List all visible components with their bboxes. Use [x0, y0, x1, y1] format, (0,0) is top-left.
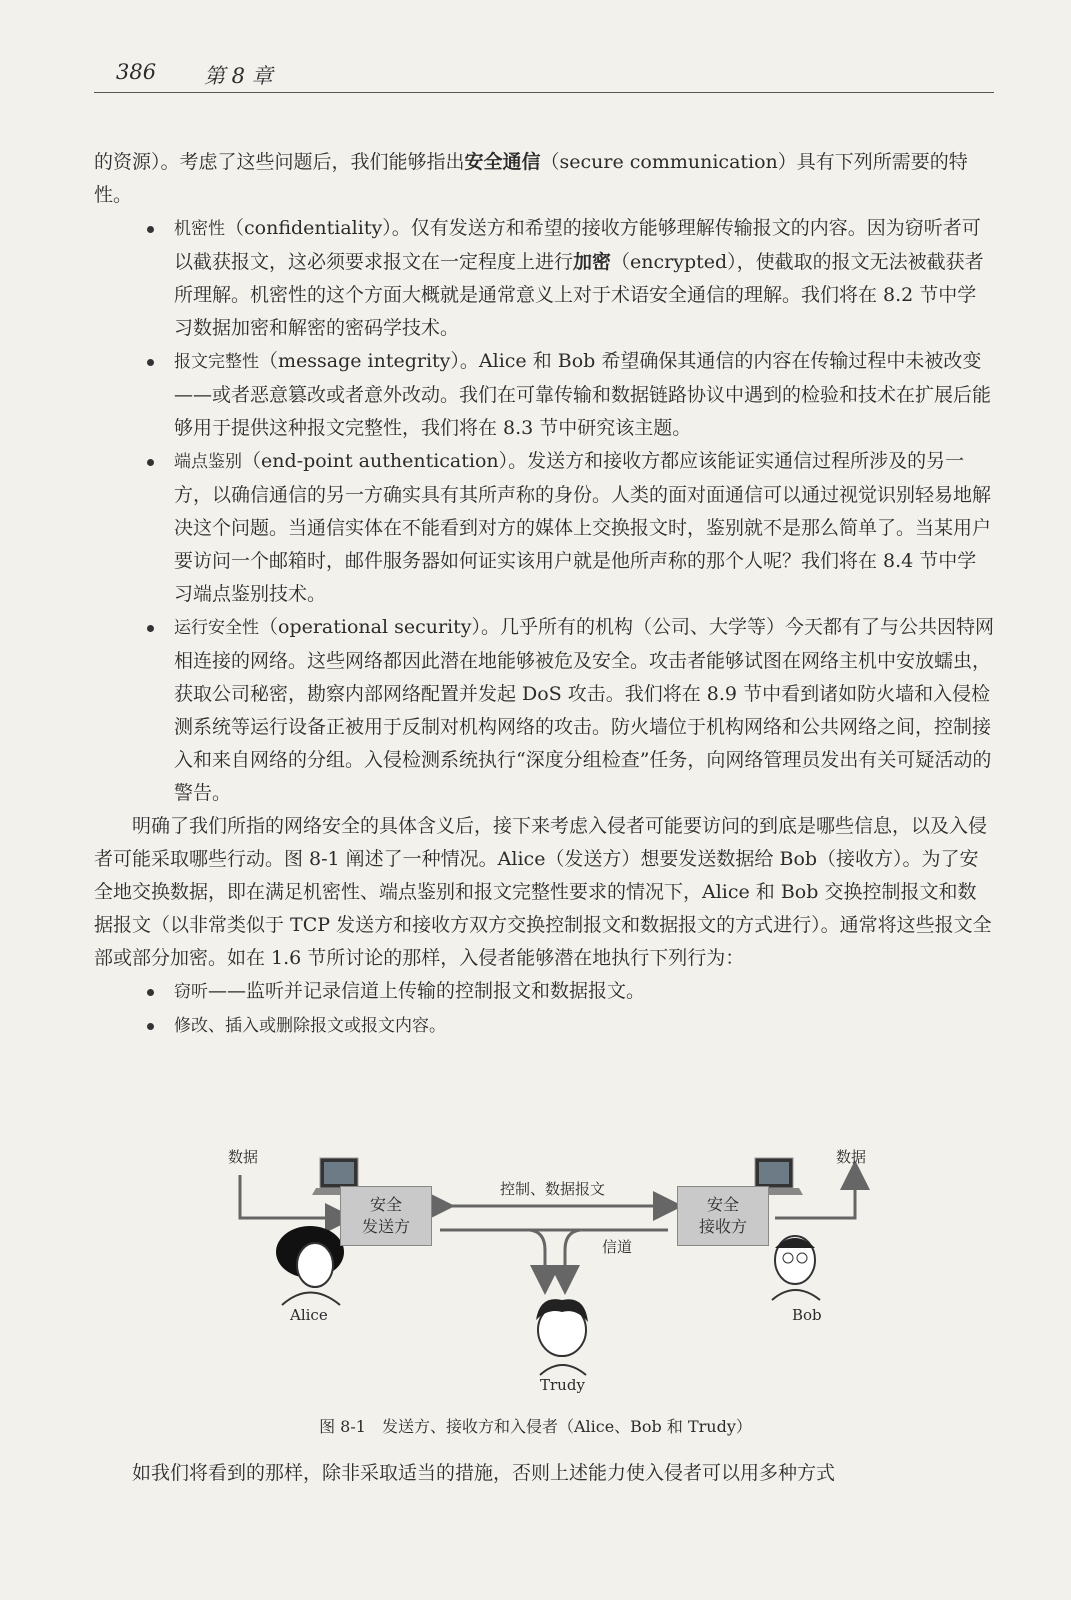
body-text — [94, 146, 994, 1043]
list-item: 端点鉴别（end-point authentication）。发送方和接收方都应该能证实通信过程所涉及的另一方，以确信通信的另一方确实具有其所声称的身份。人类的面对面通信可以通过视觉识别轻易地解决这个问题。当通信实体在不能看到对方的媒体上交换报文时，鉴别就不是那么简单了。当某用户要访问一个邮箱时，邮件服务器如何证实该用户就是他所声称的那个人呢？我们将在 8.4 节中学习端点鉴别技术。 — [94, 445, 994, 611]
trudy-arrow-left — [530, 1230, 545, 1280]
list-item: 机密性（confidentiality）。仅有发送方和希望的接收方能够理解传输报文的内容。因为窃听者可以截获报文，这必须要求报文在一定程度上进行加密（encrypted），使截取的报文无法被截获者所理解。机密性的这个方面大概就是通常意义上对于术语安全通信的理解。我们将在 8.2 节中学习数据加密和解密的密码学技术。 — [94, 212, 994, 345]
list-item: 报文完整性（message integrity）。Alice 和 Bob 希望确保其通信的内容在传输过程中未被改变——或者恶意篡改或者意外改动。我们在可靠传输和数据链路协议中遇到的检验和技术在扩展后能够用于提供这种报文完整性，我们将在 8.3 节中研究该主题。 — [94, 345, 994, 445]
data-left-label: 数据 — [228, 1148, 259, 1166]
secure-receiver-box: 安全 接收方 — [677, 1186, 769, 1246]
paragraph: 明确了我们所指的网络安全的具体含义后，接下来考虑入侵者可能要访问的到底是哪些信息，以及入侵者可能采取哪些行动。图 8-1 阐述了一种情况。Alice（发送方）想要发送数据给 Bob（接收方）。为了安全地交换数据，即在满足机密性、端点鉴别和报文完整性要求的情况下，Alice 和 Bob 交换控制报文和数据报文（以非常类似于 TCP 发送方和接收方双方交换控制报文和数据报文的方式进行）。通常将这些报文全部或部分加密。如在 1.6 节所讨论的那样，入侵者能够潜在地执行下列行为： — [94, 815, 992, 969]
chapter-label: 第 8 章 — [204, 64, 273, 88]
page-number: 386 — [116, 60, 157, 84]
data-right-label: 数据 — [836, 1148, 867, 1166]
bob-icon — [772, 1236, 820, 1300]
channel-label: 信道 — [602, 1238, 633, 1256]
last-line: 如我们将看到的那样，除非采取适当的措施，否则上述能力使入侵者可以用多种方式 — [132, 1462, 836, 1484]
trudy-arrow-right — [565, 1230, 580, 1280]
alice-label: Alice — [290, 1306, 328, 1324]
alice-icon — [276, 1226, 344, 1305]
intro-paragraph: 的资源）。考虑了这些问题后，我们能够指出安全通信（secure communication）具有下列所需要的特性。 — [94, 151, 968, 206]
trudy-label: Trudy — [540, 1376, 585, 1394]
trudy-icon — [536, 1299, 588, 1375]
bob-label: Bob — [792, 1306, 822, 1324]
secure-sender-box: 安全 发送方 — [340, 1186, 432, 1246]
list-item: 窃听——监听并记录信道上传输的控制报文和数据报文。 — [94, 975, 994, 1009]
list-item: 运行安全性（operational security）。几乎所有的机构（公司、大学等）今天都有了与公共因特网相连接的网络。这些网络都因此潜在地能够被危及安全。攻击者能够试图在网络主机中安放蠕虫，获取公司秘密，勘察内部网络配置并发起 DoS 攻击。我们将在 8.9 节中看到诸如防火墙和入侵检测系统等运行设备正被用于反制对机构网络的攻击。防火墙位于机构网络和公共网络之间，控制接入和来自网络的分组。入侵检测系统执行“深度分组检查”任务，向网络管理员发出有关可疑活动的警告。 — [94, 611, 994, 810]
page-header — [94, 58, 994, 93]
figure-8-1 — [200, 1140, 900, 1440]
actions-list — [94, 975, 994, 1043]
figure-caption: 图 8-1 发送方、接收方和入侵者（Alice、Bob 和 Trudy） — [319, 1417, 752, 1436]
list-item: 修改、插入或删除报文或报文内容。 — [94, 1009, 994, 1043]
channel-messages-label: 控制、数据报文 — [500, 1180, 606, 1198]
properties-list — [94, 212, 994, 810]
bold-term: 安全通信 — [464, 151, 541, 173]
